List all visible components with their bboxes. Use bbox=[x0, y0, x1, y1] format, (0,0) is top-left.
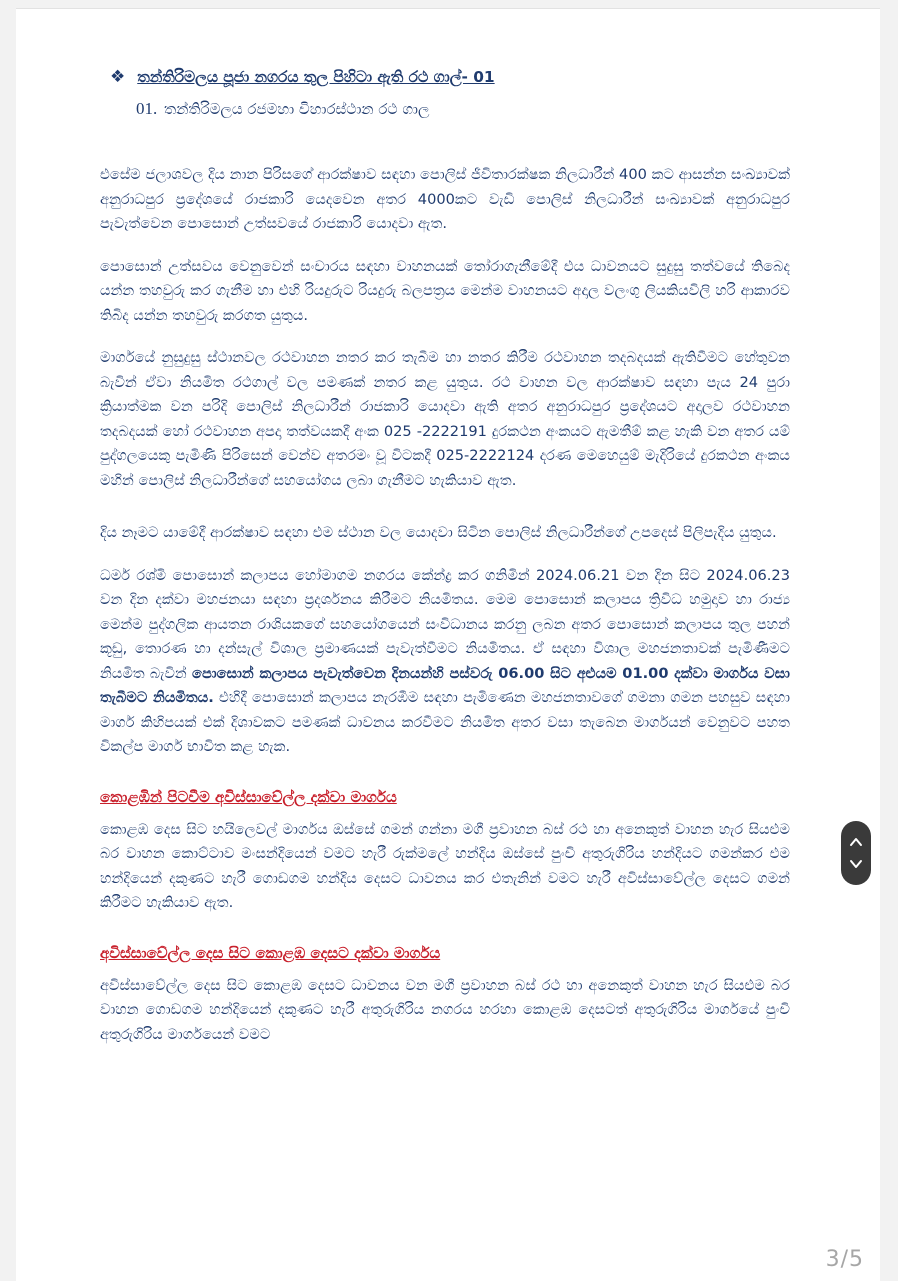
paragraph-route-avissawella-to-colombo: අවිස්සාවේල්ල දෙස සිට කොළඹ දෙසට ධාවනය වන මගී ප්‍රවාහන බස් රථ හා අනෙකුත් වාහන හැර සියළුම බර වාහන ගොඩගම හන්දියෙන් දකුණට හැරී අතුරුගිරිය නගරය හරහා කොළඹ දෙසටත් අතුරුගිරිය මාර්ගයේ පුංචි අතුරුගිරිය මාර්ගයෙන් වමට bbox=[100, 976, 790, 1043]
chevron-down-icon[interactable] bbox=[848, 856, 864, 872]
paragraph-bathing-safety: දිය නෑමට යාමේදී ආරක්ෂාව සඳහා එම ස්ථාන වල යොදවා සිටින පොලිස් නිලධාරීන්ගේ උපදෙස් පිලිපැදිය යුතුය. bbox=[100, 524, 777, 541]
paragraph-parking-contacts: මාර්ගයේ නුසුදුසු ස්ථානවල රථවාහන නතර කර තැබීම හා නතර කිරීම රථවාහන තදබදයක් ඇතිවීමට හේතුවන බැවින් ඒවා නියමිත රථගාල් වල පමණක් නතර කළ යුතුය. රථ වාහන වල ආරක්ෂාව සඳහා පැය 24 පුරා ක්‍රියාත්මක වන පරිදි පොලිස් නිලධාරීන් රාජකාරි යොදවා ඇති අතර අනුරාධපුර ප්‍රදේශයට අදාලව රථවාහන තදබදයක් හෝ රථවාහන අපදා තත්වයකදී අංක 025 -2222191 දුරකථන අංකයට ඇමතීම් කළ හැකි වන අතර යම් පුද්ගලයෙකු පැමිණි පිරිසෙන් වෙන්ව අතරමං වූ විටකදී 025-2222124 දරණ මෙහෙයුම් මැදිරියේ දුරකථන අංකය මහින් පොලිස් නිලධාරීන්ගේ සහයෝගය ලබා ගැනීමට හැකියාව ඇත. bbox=[100, 349, 790, 489]
paragraph-lifeguards: එසේම ජලාශවල දිය නාන පිරිසගේ ආරක්ෂාව සඳහා පොලිස් ජීවිතාරක්ෂක නිලධාරීන් 400 කට ආසන්න සංඛ්‍යාවක් අනුරාධපුර ප්‍රදේශයේ රාජකාරි යෙදවෙන අතර 4000කට වැඩි පොලිස් නිලධාරීන් සංඛ්‍යාවක් අනුරාධපුර පැවැත්වෙන පොසොන් උත්සවයේ රාජකාරි යොදවා ඇත. bbox=[100, 166, 790, 232]
diamond-bullet-icon: ❖ bbox=[110, 67, 126, 87]
page-counter: 3/5 bbox=[825, 1247, 864, 1272]
paragraph-route-colombo-to-avissawella: කොළඹ දෙස සිට හයිලෙවල් මාර්ගය ඔස්සේ ගමන් ගන්නා මගී ප්‍රවාහන බස් රථ හා අනෙකුත් වාහන හැර සියළුම බර වාහන කොට්ටාව මංසන්දියෙන් වමට හැරී රුක්මලේ හන්දිය ඔස්සේ පුංචි අතුරුගිරිය හන්දියට ගමන්කර එම හන්දියෙන් දකුණට හැරී ගොඩගම හන්දිය දෙසට ධාවනය කර එතැනින් වමට හැරී අවිස්සාවේල්ල දෙසට ගමන් කිරීමට හැකියාව ඇත. bbox=[100, 820, 790, 911]
subheading bbox=[136, 99, 790, 119]
route-heading-colombo-to-avissawella: කොළඹින් පිටවීම අවිස්සාවේල්ල දක්වා මාර්ගය bbox=[100, 787, 397, 806]
document-content bbox=[100, 67, 790, 1065]
section-heading bbox=[110, 67, 790, 87]
paragraph-poson-zone bbox=[100, 564, 790, 760]
page-scroll-control bbox=[841, 821, 871, 885]
poson-zone-text-end: එහිදී පොසොන් කලාපය නැරඹීම සඳහා පැමිණෙන මහජනතාවගේ ගමනා ගමන පහසුව සඳහා මාර්ග කිහිපයක් එක් දිශාවකට පමණක් ධාවනය කරවීමට නියමිත අතර වසා තැබෙන මාර්ගයන් වෙනුවට පහත විකල්ප මාර්ග භාවිත කළ හැක. bbox=[100, 689, 791, 755]
document-page bbox=[16, 8, 880, 1281]
road-closure-notice: පොසොන් කලාපය පැවැත්වෙන දිනයන්හි පස්වරු 06.00 සිට අළුයම 01.00 දක්වා මාර්ගය වසා තැබීමට නියමිතය. bbox=[100, 664, 790, 706]
subheading-text: තන්තිරිමලය රජමහා විහාරස්ථාන රථ ගාල bbox=[164, 100, 430, 118]
subheading-number: 01. bbox=[136, 99, 158, 118]
poson-zone-text-start: ධර්ම රශ්මි පොසොන් කලාපය හෝමාගම නගරය කේන්ද්‍ර කර ගනිමින් 2024.06.21 වන දින සිට 2024.06.23 වන දින දක්වා මහජනයා සඳහා ප්‍රදර්ශනය කිරීමට නියමිතය. මෙම පොසොන් කලාපය ත්‍රිවිධ හමුදාව හා රාජ්‍ය මෙන්ම පුද්ගලික ආයතන රාශියකගේ සහයෝගයෙන් සංවිධානය කරනු ලබන අතර පොසොන් කලාපය තුල පහන් කූඩු, තොරණ හා දන්සැල් විශාල ප්‍රමාණයක් පැවැත්වීමට නියමිතය. ඒ සඳහා විශාල මහජනතාවක් පැමිණීමට නියමිත බැවින් bbox=[100, 566, 790, 682]
section-heading-text: තන්තිරිමලය පූජා නගරය තුල පිහිටා ඇති රථ ගාල්- 01 bbox=[137, 67, 495, 86]
route-heading-avissawella-to-colombo: අවිස්සාවේල්ල දෙස සිට කොළඹ දෙසට දක්වා මාර්ගය bbox=[100, 943, 441, 962]
chevron-up-icon[interactable] bbox=[848, 834, 864, 850]
paragraph-vehicle-selection: පොසොන් උත්සවය වෙනුවෙන් සංචාරය සඳහා වාහනයක් තෝරාගැනීමේදී එය ධාවනයට සුදුසු තත්වයේ තිබෙද යන්න තහවුරු කර ගැනීම හා එහි රියදුරුට රියදුරු බලපත්‍රය මෙන්ම වාහනයට අදාල වලංගු ලියකියවිලි හරි ආකාරව තිබිද යන්න තහවුරු කරගත යුතුය. bbox=[100, 257, 790, 324]
